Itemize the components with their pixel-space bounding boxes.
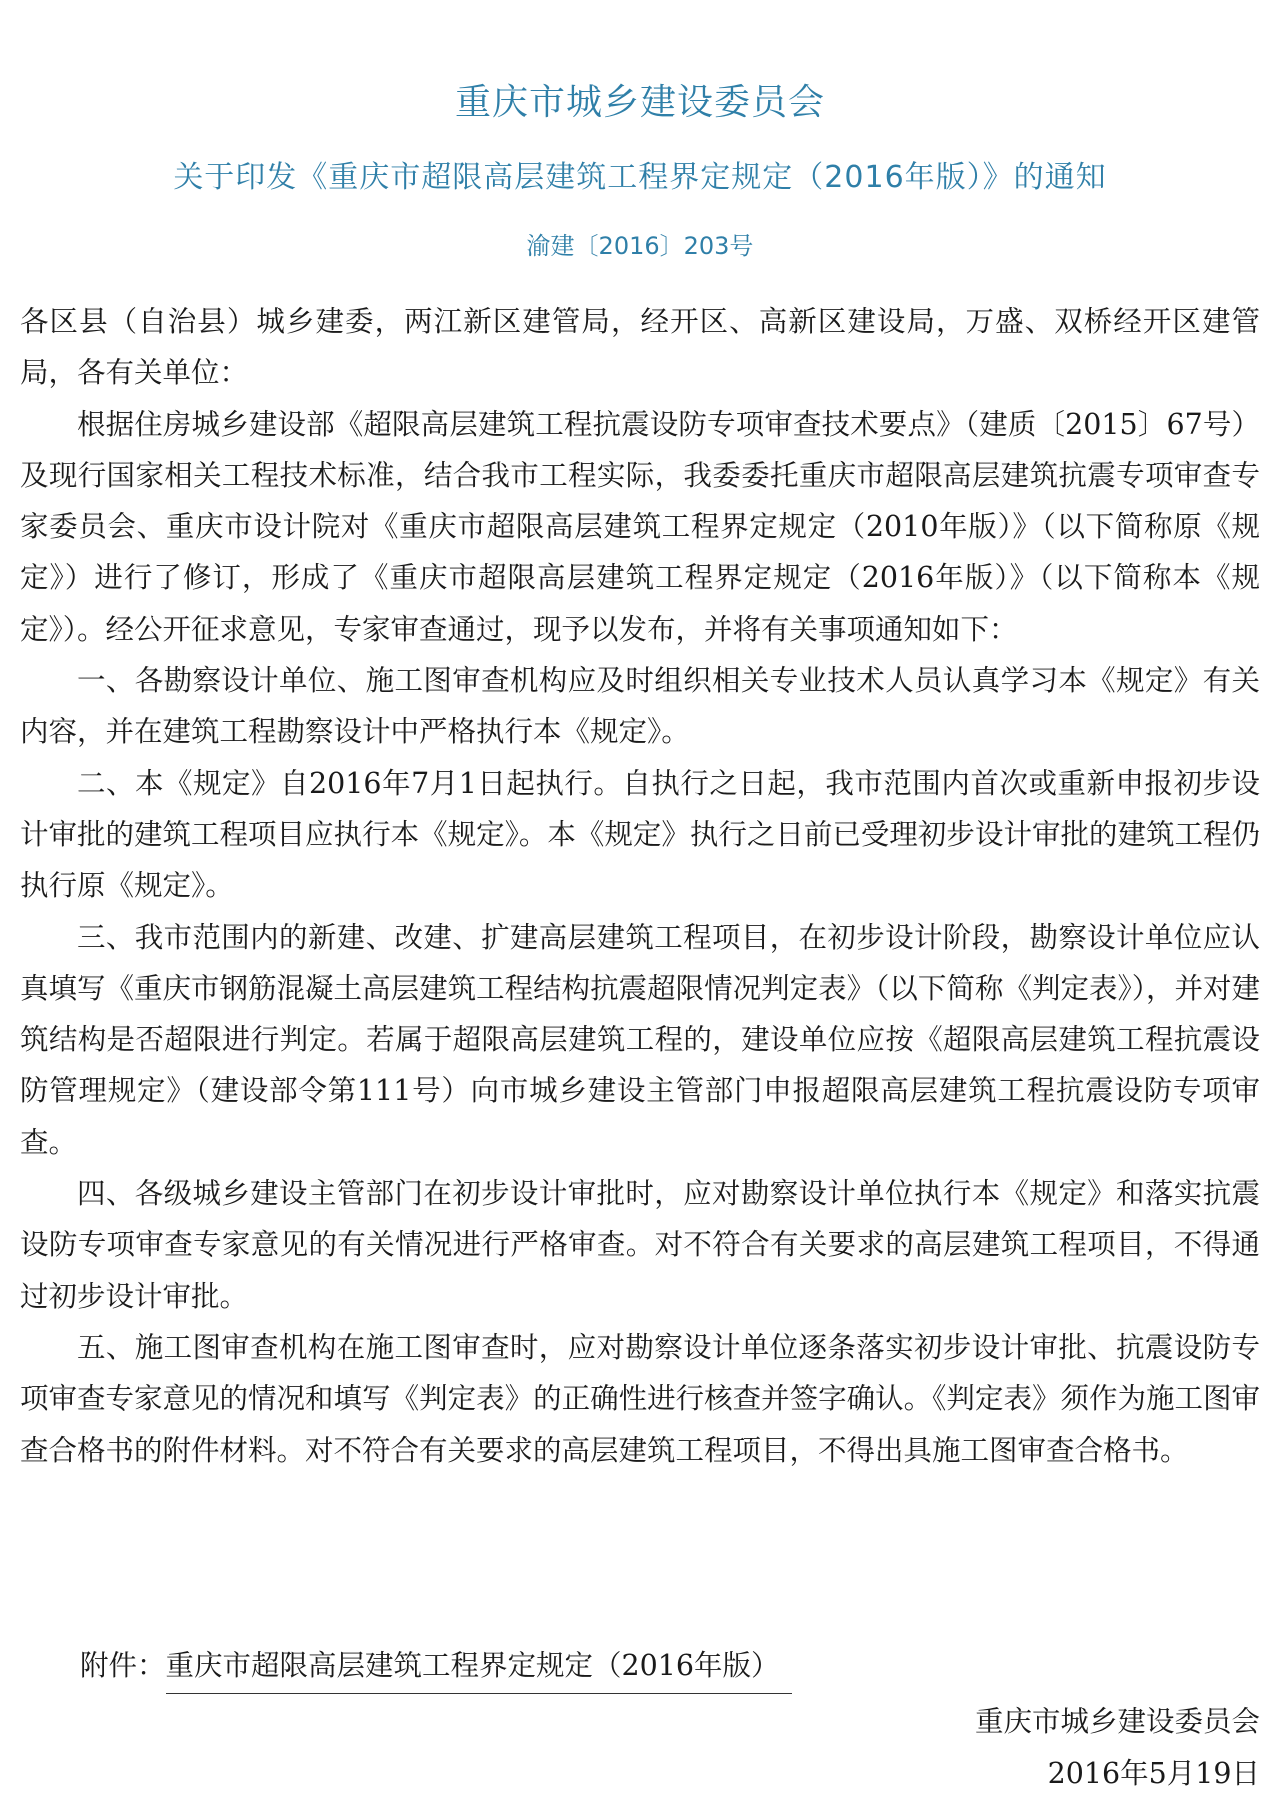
item-3-paragraph: 三、我市范围内的新建、改建、扩建高层建筑工程项目，在初步设计阶段，勘察设计单位应认真填写《重庆市钢筋混凝土高层建筑工程结构抗震超限情况判定表》（以下简称《判定表》），并对建筑结构是否超限进行判定。若属于超限高层建筑工程的，建设单位应按《超限高层建筑工程抗震设防管理规定》（建设部令第111号）向市城乡建设主管部门申报超限高层建筑工程抗震设防专项审查。	[20, 920, 1260, 1159]
signoff-date: 2016年5月19日	[1047, 1757, 1260, 1790]
attachment-line	[80, 1641, 792, 1694]
attachment-link[interactable]: 重庆市超限高层建筑工程界定规定（2016年版）	[166, 1641, 792, 1694]
attachment-label: 附件：	[80, 1649, 166, 1682]
item-5-paragraph: 五、施工图审查机构在施工图审查时，应对勘察设计单位逐条落实初步设计审批、抗震设防专项审查专家意见的情况和填写《判定表》的正确性进行核查并签字确认。《判定表》须作为施工图审查合格书的附件材料。对不符合有关要求的高层建筑工程项目，不得出具施工图审查合格书。	[20, 1330, 1260, 1467]
signoff-block	[760, 1696, 1260, 1800]
notice-subtitle: 关于印发《重庆市超限高层建筑工程界定规定（2016年版）》的通知	[173, 160, 1107, 195]
issuing-organization-title: 重庆市城乡建设委员会	[454, 82, 825, 123]
intro-paragraph: 根据住房城乡建设部《超限高层建筑工程抗震设防专项审查技术要点》（建质〔2015〕67号）及现行国家相关工程技术标准，结合我市工程实际，我委委托重庆市超限高层建筑抗震专项审查专家委员会、重庆市设计院对《重庆市超限高层建筑工程界定规定（2010年版）》（以下简称原《规定》）进行了修订，形成了《重庆市超限高层建筑工程界定规定（2016年版）》（以下简称本《规定》）。经公开征求意见，专家审查通过，现予以发布，并将有关事项通知如下：	[20, 407, 1260, 646]
recipients-paragraph: 各区县（自治县）城乡建委，两江新区建管局，经开区、高新区建设局，万盛、双桥经开区建管局，各有关单位：	[20, 305, 1260, 390]
item-1-paragraph: 一、各勘察设计单位、施工图审查机构应及时组织相关专业技术人员认真学习本《规定》有关内容，并在建筑工程勘察设计中严格执行本《规定》。	[20, 664, 1260, 749]
notice-body	[20, 296, 1260, 1476]
signoff-organization: 重庆市城乡建设委员会	[974, 1705, 1260, 1738]
item-4-paragraph: 四、各级城乡建设主管部门在初步设计审批时，应对勘察设计单位执行本《规定》和落实抗震设防专项审查专家意见的有关情况进行严格审查。对不符合有关要求的高层建筑工程项目，不得通过初步设计审批。	[20, 1177, 1260, 1313]
document-number: 渝建〔2016〕203号	[526, 232, 754, 260]
item-2-paragraph: 二、本《规定》自2016年7月1日起执行。自执行之日起，我市范围内首次或重新申报初步设计审批的建筑工程项目应执行本《规定》。本《规定》执行之日前已受理初步设计审批的建筑工程仍执行原《规定》。	[20, 766, 1260, 903]
